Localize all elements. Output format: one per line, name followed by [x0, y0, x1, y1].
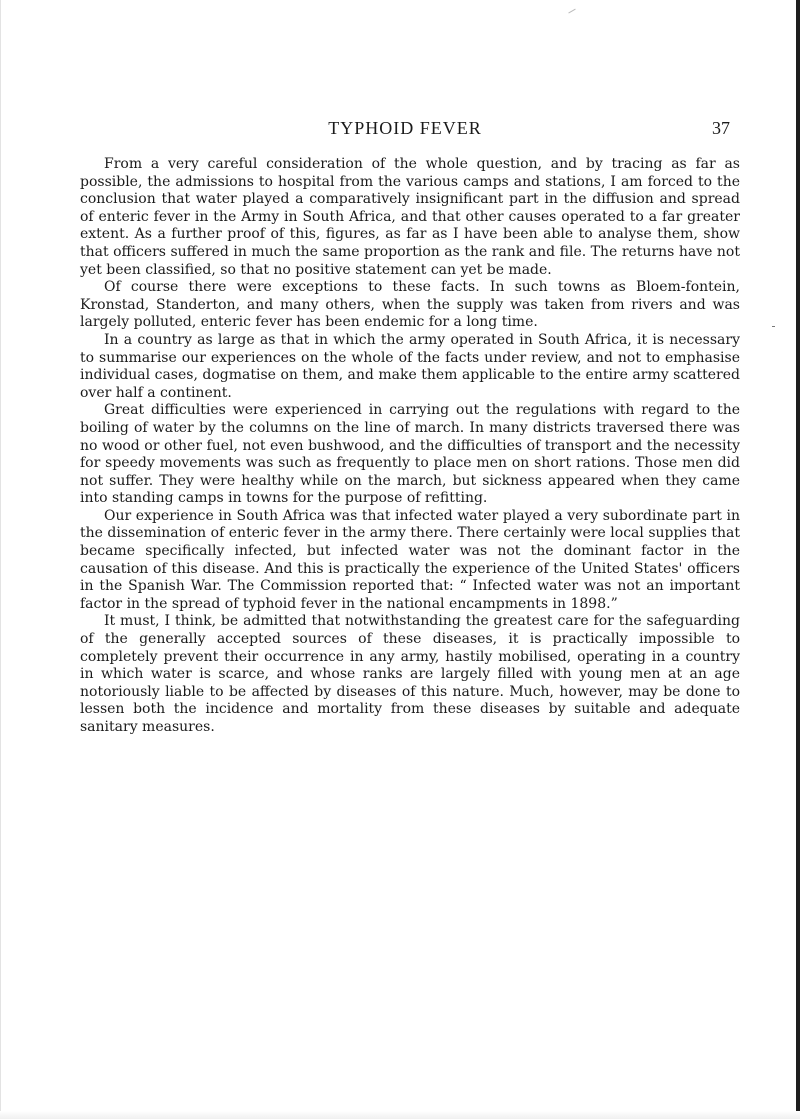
- page-left-edge: [0, 0, 1, 1119]
- paragraph: In a country as large as that in which the army operated in South Africa, it is necessary to summarise our experiences on the whole of the facts under review, and not to emphasise individual cases, dogmatise on them, and make them applicable to the entire army scattered over half a continent.: [80, 331, 740, 401]
- paragraph: Great difficulties were experienced in carrying out the regulations with regard to the boiling of water by the columns on the line of march. In many districts traversed there was no wood or other fuel, not even bushwood, and the difficulties of transport and the necessity for speedy movements was such as frequently to place men on short rations. Those men did not suffer. They were healthy while on the march, but sickness appeared when they came into standing camps in towns for the purpose of refitting.: [80, 402, 740, 507]
- paragraph: It must, I think, be admitted that notwithstanding the greatest care for the safeguarding of the generally accepted sources of these diseases, it is practically impossible to completely prevent their occurrence in any army, hastily mobilised, operating in a country in which water is scarce, and whose ranks are largely filled with young men at an age notoriously liable to be affected by diseases of this nature. Much, however, may be done to lessen both the incidence and mortality from these diseases by suitable and adequate sanitary measures.: [80, 613, 740, 735]
- paragraph: Of course there were exceptions to these facts. In such towns as Bloem-fontein, Kronstad, Standerton, and many others, when the supply was taken from rivers and was largely polluted, enteric fever has been endemic for a long time.: [80, 279, 740, 331]
- scan-mark: [568, 9, 579, 21]
- margin-mark: [772, 326, 775, 327]
- paragraph: From a very careful consideration of the whole question, and by tracing as far as possible, the admissions to hospital from the various camps and stations, I am forced to the conclusion that water played a comparatively insignificant part in the diffusion and spread of enteric fever in the Army in South Africa, and that other causes operated to a far greater extent. As a further proof of this, figures, as far as I have been able to analyse them, show that officers suffered in much the same proportion as the rank and file. The returns have not yet been classified, so that no positive statement can yet be made.: [80, 156, 740, 278]
- page-header: [80, 118, 730, 144]
- page-right-edge: [796, 0, 800, 1119]
- page-number: 37: [712, 118, 730, 138]
- running-head: TYPHOID FEVER: [328, 118, 482, 138]
- body-text: [80, 156, 740, 737]
- paragraph: Our experience in South Africa was that infected water played a very subordinate part in the dissemination of enteric fever in the army there. There certainly were local supplies that became specifically infected, but infected water was not the dominant factor in the causation of this disease. And this is practically the experience of the United States' officers in the Spanish War. The Commission reported that: “ Infected water was not an important factor in the spread of typhoid fever in the national encampments in 1898.”: [80, 507, 740, 612]
- page-bottom-edge: [0, 1111, 800, 1119]
